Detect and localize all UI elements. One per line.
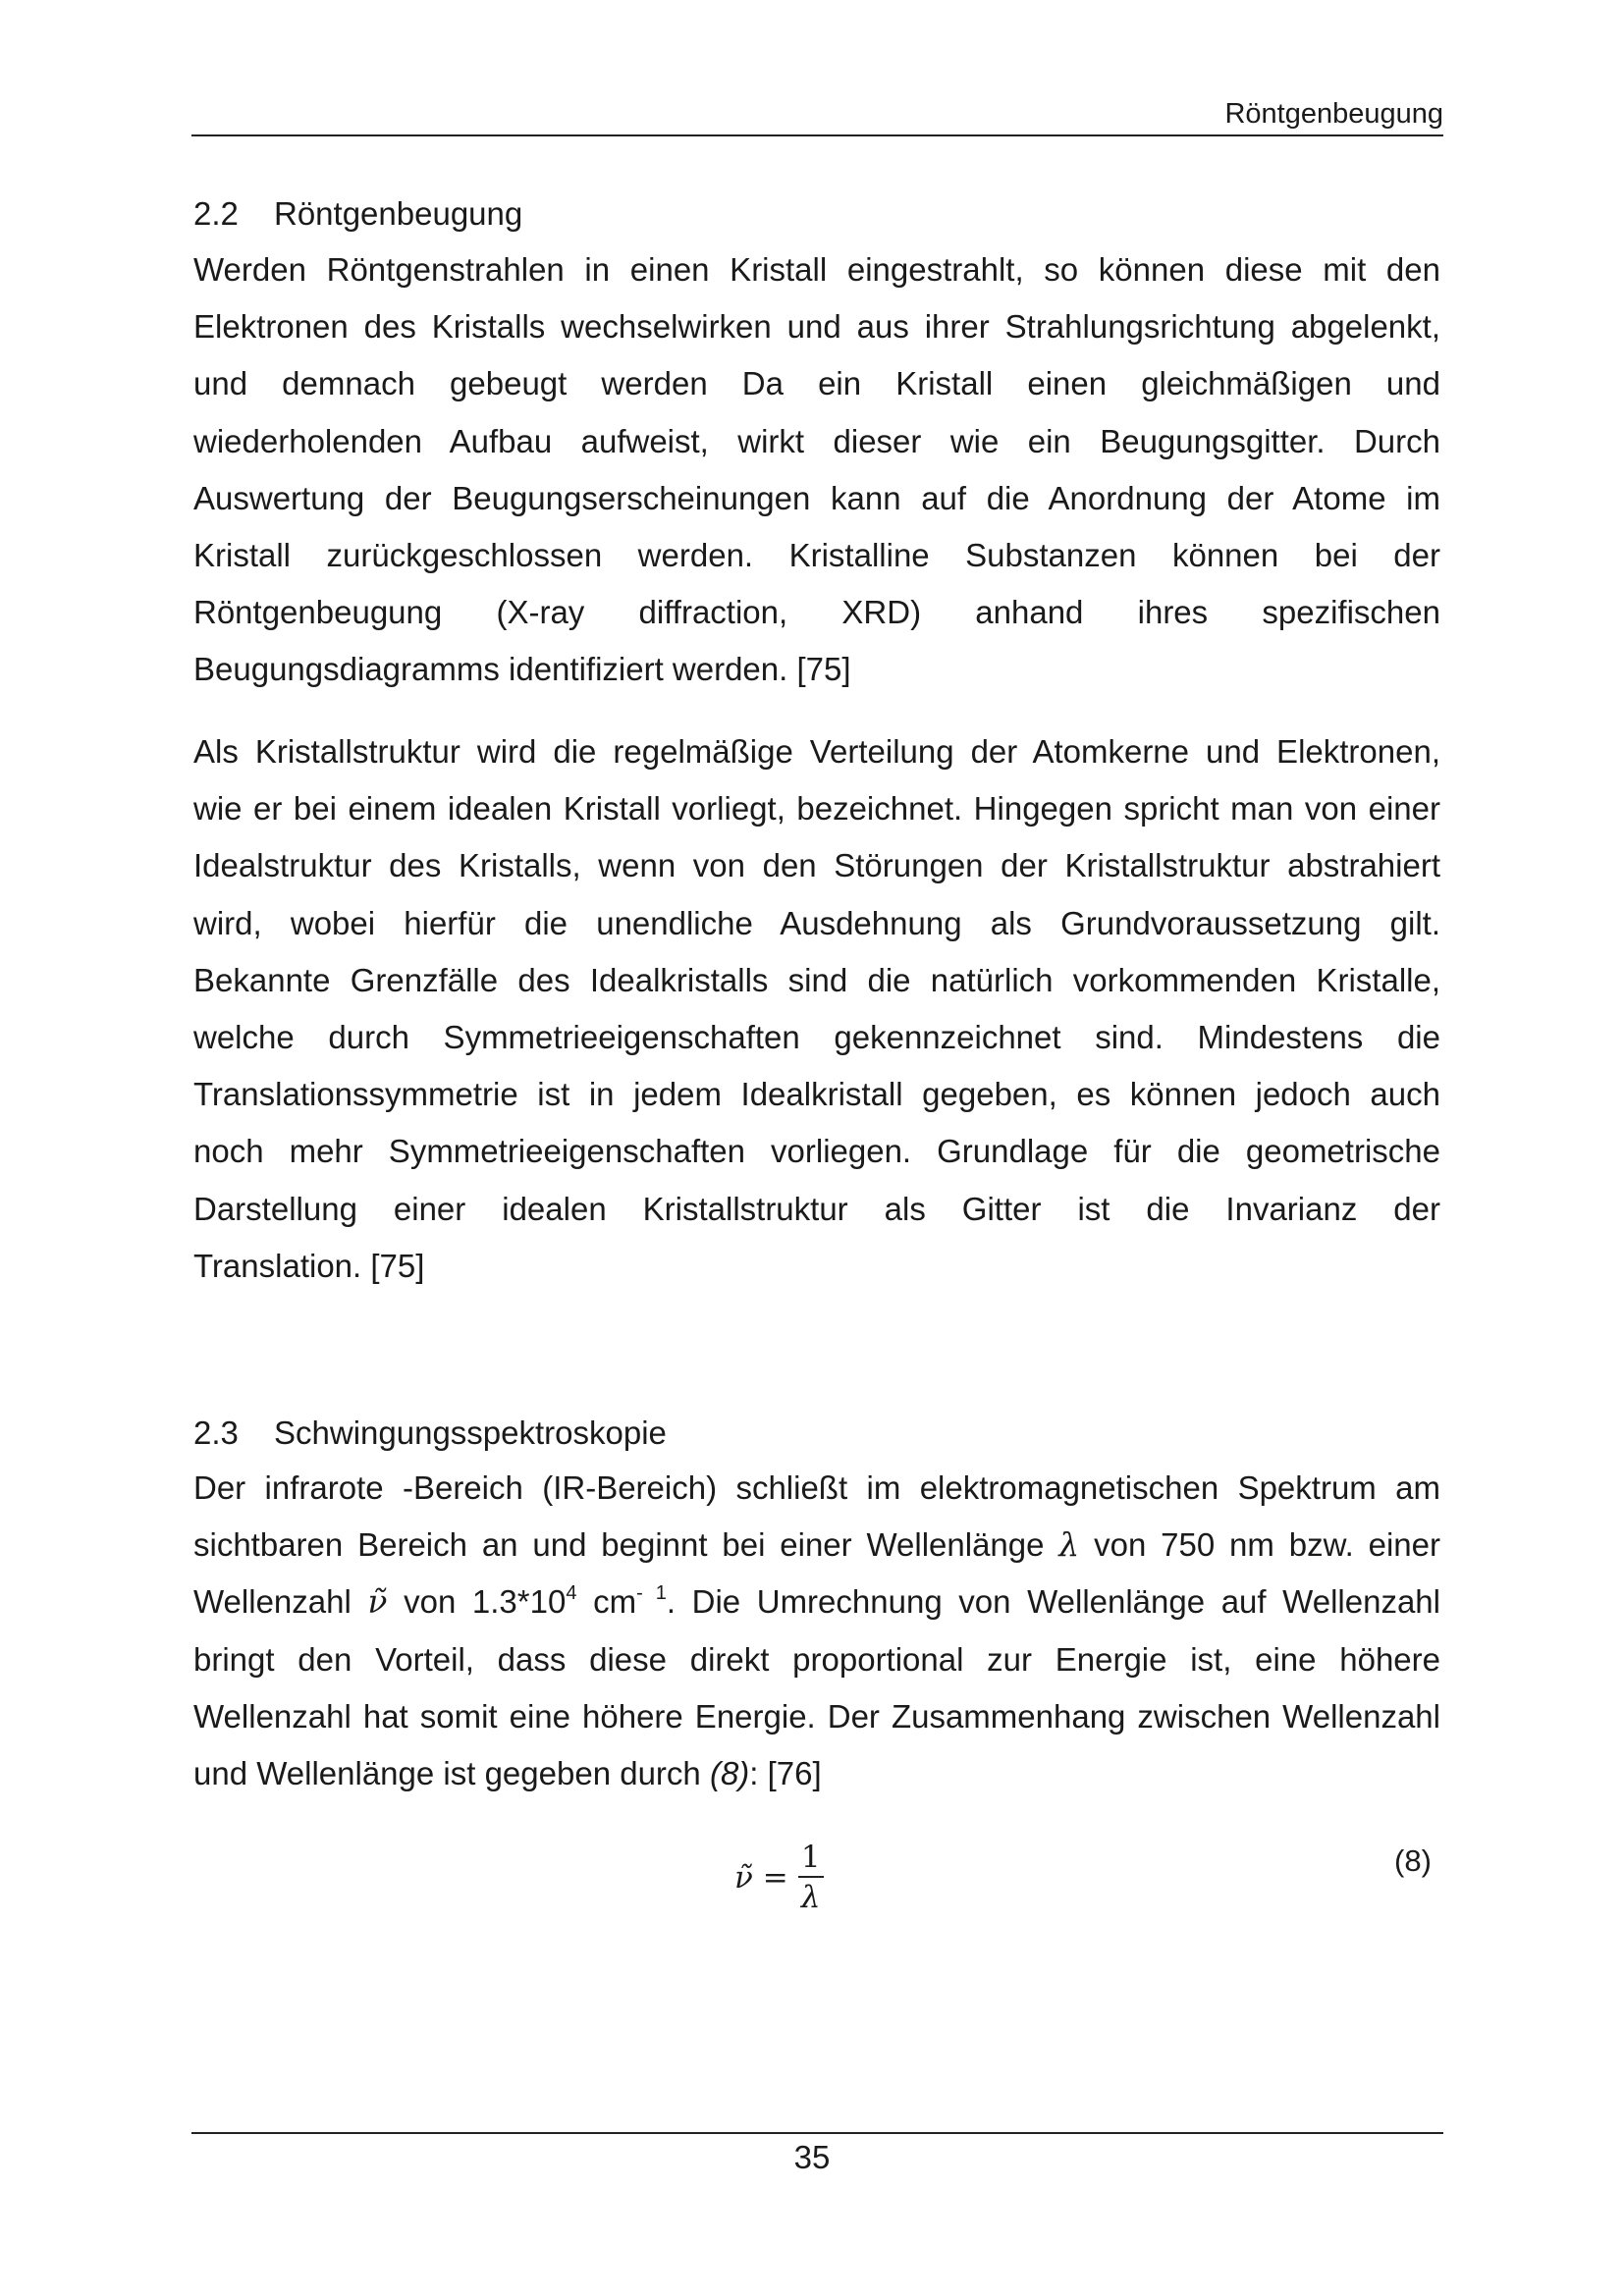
text-line: wie er bei einem idealen Kristall vorliegt, bezeichnet. Hingegen spricht man von einer [193, 790, 1440, 828]
paragraph-schwingung [193, 1460, 1440, 1802]
footer-rule [191, 2132, 1443, 2134]
section-number: 2.2 [193, 195, 239, 232]
text-line: wiederholenden Aufbau aufweist, wirkt dieser wie ein Beugungsgitter. Durch [193, 422, 1440, 459]
text-fragment: . Die Umrechnung von Wellenlänge auf Wellenzahl [666, 1583, 1440, 1621]
equation-wavenumber [734, 1839, 824, 1917]
paragraph-kristallstruktur [193, 723, 1440, 1295]
section-title: Röntgenbeugung [274, 195, 523, 232]
text-line: Wellenzahl hat somit eine höhere Energie. Der Zusammenhang zwischen Wellenzahl [193, 1697, 1440, 1735]
text-line: Röntgenbeugung (X-ray diffraction, XRD) anhand ihres spezifischen [193, 594, 1440, 631]
text-fragment: von 750 nm bzw. einer [1094, 1526, 1440, 1564]
text-line [193, 1517, 1440, 1574]
equation-reference: (8) [709, 1755, 750, 1792]
text-line: Translationssymmetrie ist in jedem Idealkristall gegeben, es können jedoch auch [193, 1076, 1440, 1113]
equation-lhs: ν̃ = [734, 1860, 788, 1896]
paragraph-roentgen-intro [193, 241, 1440, 699]
text-line: Werden Röntgenstrahlen in einen Kristall eingestrahlt, so können diese mit den [193, 251, 1440, 288]
text-line: Der infrarote -Bereich (IR-Bereich) schließt im elektromagnetischen Spektrum am [193, 1469, 1440, 1506]
text-line: und demnach gebeugt werden Da ein Kristall einen gleichmäßigen und [193, 365, 1440, 402]
text-line: Kristall zurückgeschlossen werden. Kristalline Substanzen können bei der [193, 537, 1440, 574]
equation-fraction [798, 1839, 824, 1917]
exponent: 4 [566, 1582, 577, 1605]
exponent: - 1 [636, 1582, 667, 1605]
text-line: Idealstruktur des Kristalls, wenn von den Störungen der Kristallstruktur abstrahiert [193, 847, 1440, 884]
text-fragment: cm [593, 1583, 637, 1621]
text-fragment: und Wellenlänge ist gegeben durch [193, 1755, 701, 1792]
text-fragment: : [76] [749, 1755, 822, 1792]
page-number: 35 [793, 2139, 831, 2175]
equation-number: (8) [1394, 1843, 1432, 1878]
text-line: noch mehr Symmetrieeigenschaften vorliegen. Grundlage für die geometrische [193, 1133, 1440, 1170]
text-fragment: Wellenzahl [193, 1583, 352, 1621]
header-rule [191, 134, 1443, 136]
text-line: bringt den Vorteil, dass diese direkt proportional zur Energie ist, eine höhere [193, 1640, 1440, 1678]
running-header: Röntgenbeugung [1224, 98, 1443, 130]
wavenumber-symbol: ν̃ [367, 1582, 388, 1622]
text-line: Darstellung einer idealen Kristallstruktur als Gitter ist die Invarianz der [193, 1190, 1440, 1227]
text-line: Beugungsdiagramms identifiziert werden. [75] [193, 651, 851, 688]
section-heading-2-2 [193, 194, 522, 234]
text-fragment: von 1.3*10 [404, 1583, 567, 1621]
text-line: welche durch Symmetrieeigenschaften gekennzeichnet sind. Mindestens die [193, 1019, 1440, 1056]
text-line: Als Kristallstruktur wird die regelmäßige Verteilung der Atomkerne und Elektronen, [193, 733, 1440, 770]
text-fragment: sichtbaren Bereich an und beginnt bei einer Wellenlänge [193, 1526, 1045, 1564]
section-title: Schwingungsspektroskopie [274, 1415, 667, 1451]
lambda-symbol: λ [1058, 1525, 1080, 1565]
equation-denominator: λ [800, 1880, 821, 1915]
text-line [193, 1574, 1440, 1630]
section-heading-2-3 [193, 1414, 667, 1453]
text-line: Elektronen des Kristalls wechselwirken und aus ihrer Strahlungsrichtung abgelenkt, [193, 308, 1440, 346]
text-line: Auswertung der Beugungserscheinungen kann auf die Anordnung der Atome im [193, 479, 1440, 516]
text-line: wird, wobei hierfür die unendliche Ausdehnung als Grundvoraussetzung gilt. [193, 904, 1440, 941]
equation-numerator: 1 [800, 1840, 821, 1875]
text-line: Translation. [75] [193, 1247, 425, 1284]
text-line [193, 1745, 1440, 1802]
text-line: Bekannte Grenzfälle des Idealkristalls sind die natürlich vorkommenden Kristalle, [193, 961, 1440, 998]
section-number: 2.3 [193, 1415, 239, 1451]
